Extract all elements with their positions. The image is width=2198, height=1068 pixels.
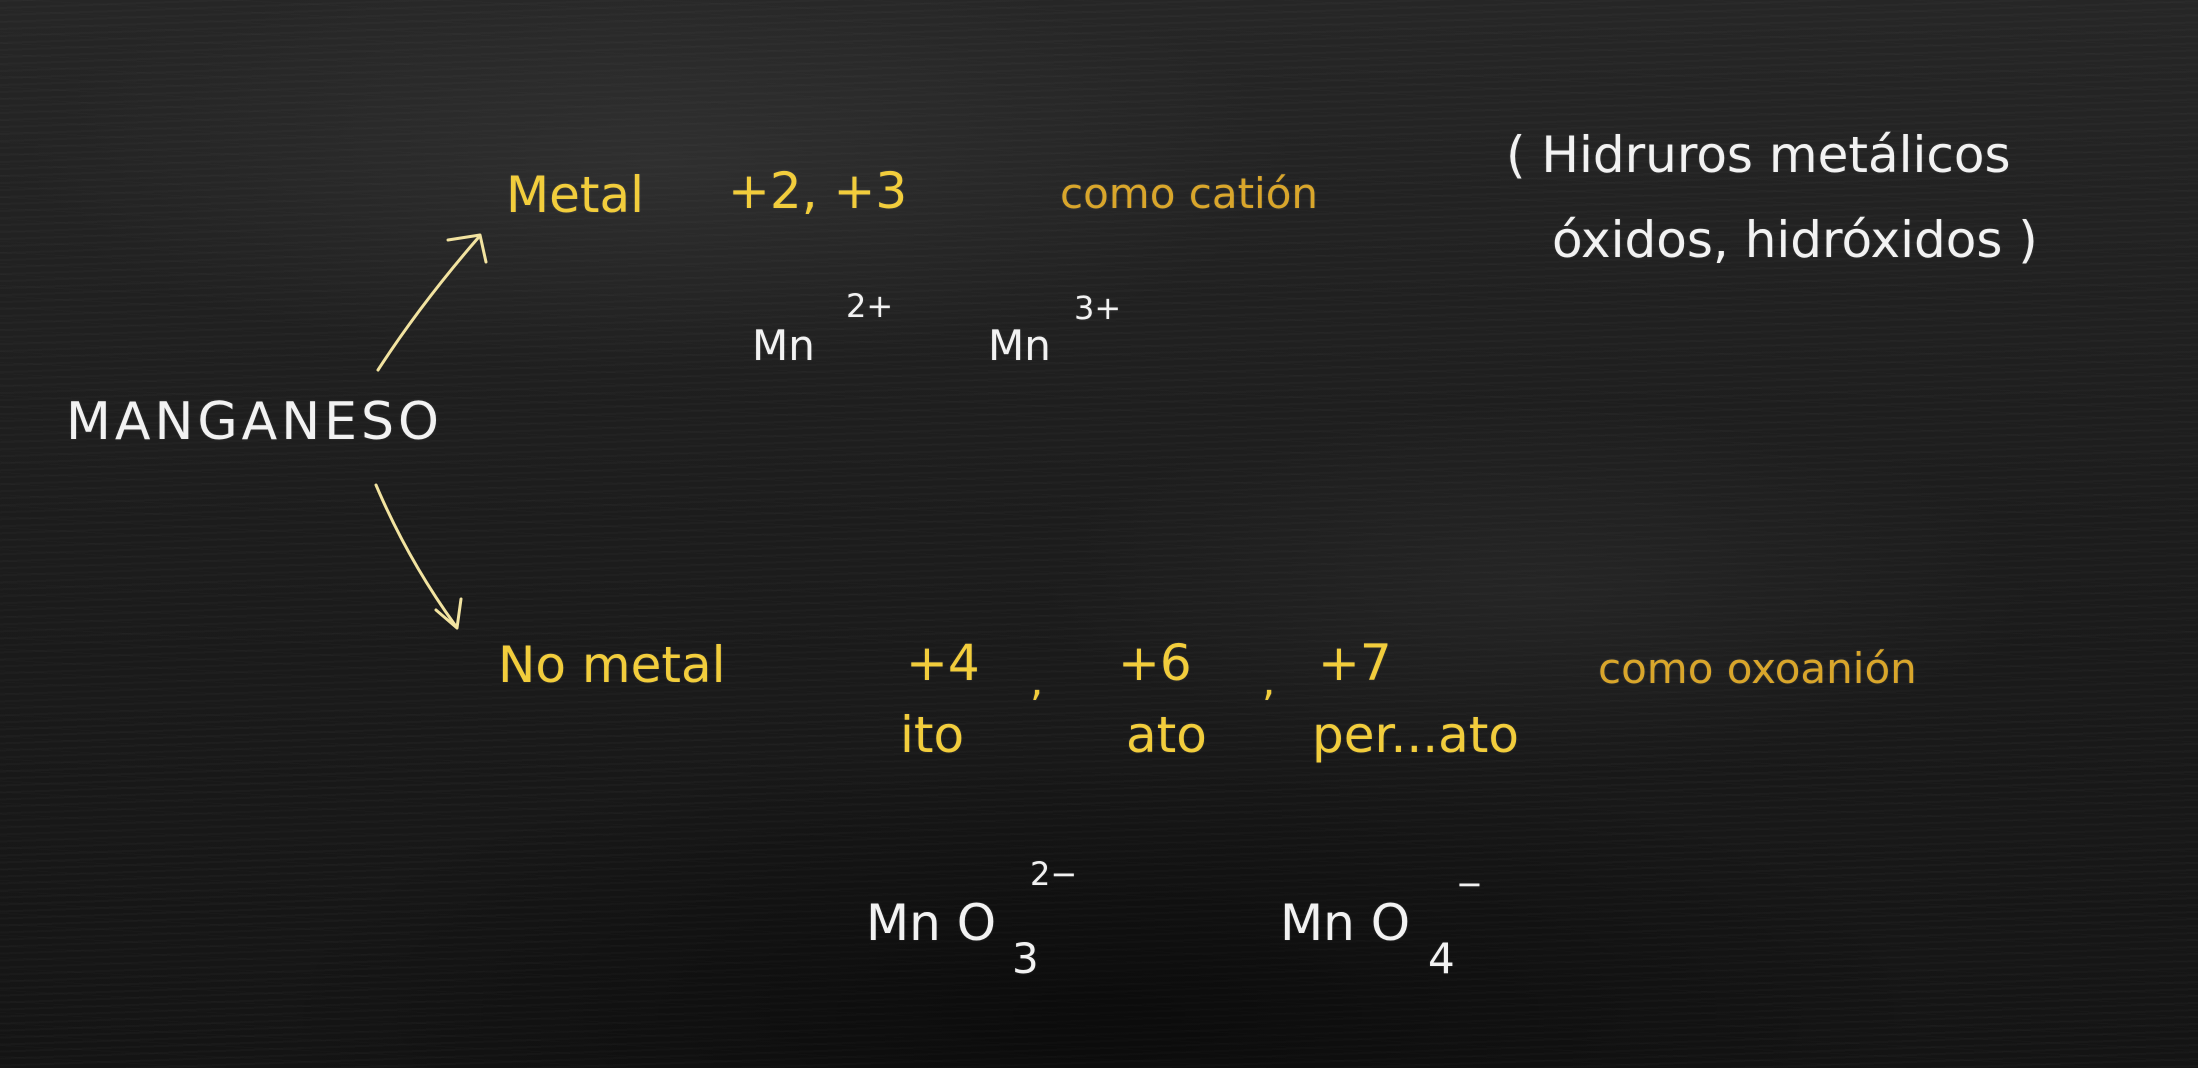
- ion-mn3-symbol: Mn: [988, 321, 1051, 370]
- ion-mno4-subscript: 4: [1428, 934, 1455, 983]
- arrow-up-head: [448, 235, 486, 262]
- metal-role: como catión: [1060, 169, 1319, 218]
- metal-note-line2: óxidos, hidróxidos ): [1552, 211, 2038, 269]
- title-manganeso: MANGANESO: [66, 392, 443, 452]
- ion-mno4-formula: Mn O: [1280, 894, 1411, 952]
- ion-mno4-charge: −: [1456, 865, 1483, 903]
- nonmetal-separator-2: ,: [1262, 656, 1276, 705]
- nonmetal-state-4: +4: [906, 634, 980, 692]
- ion-mno3-subscript: 3: [1012, 934, 1039, 983]
- suffix-per-ato: per...ato: [1312, 706, 1519, 764]
- nonmetal-state-6: +6: [1118, 634, 1192, 692]
- suffix-ato: ato: [1126, 706, 1207, 764]
- nonmetal-role: como oxoanión: [1598, 644, 1917, 693]
- ion-mn2-charge: 2+: [846, 287, 894, 325]
- ion-mn2-symbol: Mn: [752, 321, 815, 370]
- metal-note-line1: ( Hidruros metálicos: [1506, 126, 2011, 184]
- ion-mn3-charge: 3+: [1074, 289, 1122, 327]
- arrow-down-to-nonmetal: [376, 485, 455, 625]
- nonmetal-state-7: +7: [1318, 634, 1392, 692]
- metal-oxidation-states: +2, +3: [728, 162, 908, 220]
- arrow-up-to-metal: [378, 238, 478, 370]
- suffix-ito: ito: [900, 706, 965, 764]
- ion-mno3-charge: 2−: [1030, 855, 1078, 893]
- nonmetal-separator-1: ,: [1030, 656, 1044, 705]
- nonmetal-label: No metal: [498, 636, 726, 694]
- ion-mno3-formula: Mn O: [866, 894, 997, 952]
- metal-label: Metal: [506, 166, 645, 224]
